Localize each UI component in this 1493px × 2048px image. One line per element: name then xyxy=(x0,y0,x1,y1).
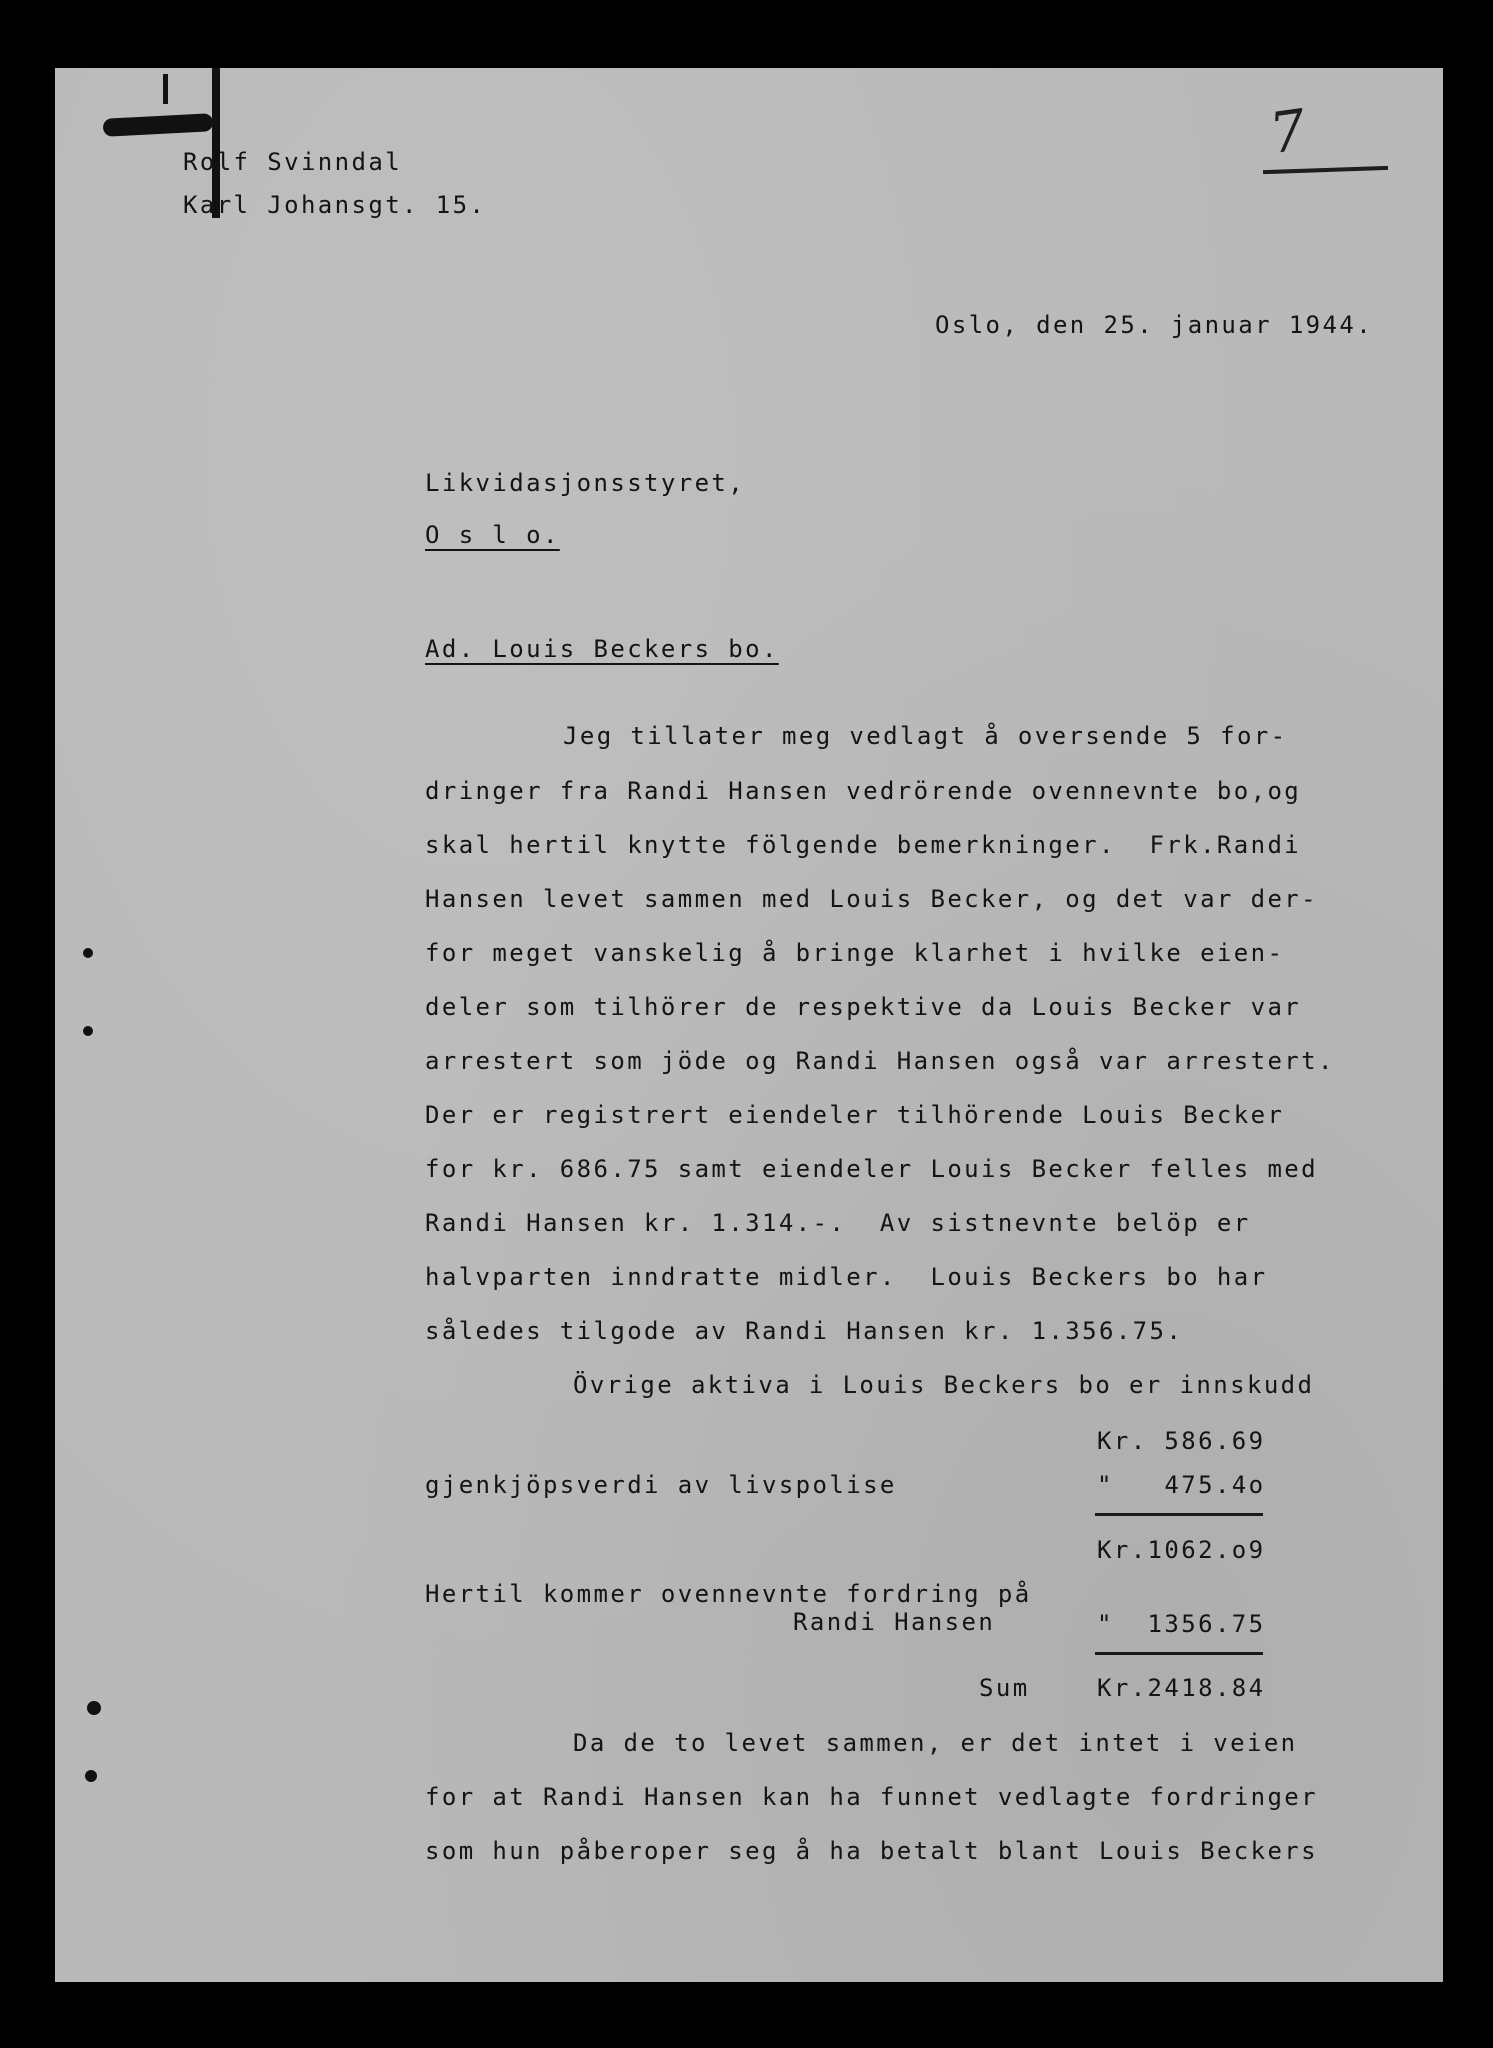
body-line: Hansen levet sammen med Louis Becker, og det var der- xyxy=(425,885,1319,913)
staple-mark xyxy=(103,113,214,137)
ledger-sum-amount: Kr.2418.84 xyxy=(1097,1674,1266,1702)
staple-mark-small xyxy=(163,74,168,104)
ledger-rule xyxy=(1095,1652,1263,1655)
ledger-policy-amount: " 475.4o xyxy=(1097,1471,1266,1499)
body-line: Da de to levet sammen, er det intet i veien xyxy=(573,1729,1298,1757)
ledger-subtotal: Kr.1062.o9 xyxy=(1097,1536,1266,1564)
body-line: for kr. 686.75 samt eiendeler Louis Becker felles med xyxy=(425,1155,1319,1183)
body-line: således tilgode av Randi Hansen kr. 1.356.75. xyxy=(425,1317,1184,1345)
recipient-city: O s l o. xyxy=(425,521,560,549)
ledger-claim-amount: " 1356.75 xyxy=(1097,1610,1266,1638)
folio-number: 7 xyxy=(1265,97,1310,168)
body-line: for meget vanskelig å bringe klarhet i hvilke eien- xyxy=(425,939,1285,967)
punch-mark xyxy=(83,1026,93,1036)
body-line: Randi Hansen kr. 1.314.-. Av sistnevnte belöp er xyxy=(425,1209,1251,1237)
ledger-claim-label-cont: Randi Hansen xyxy=(793,1608,996,1636)
body-line: skal hertil knytte fölgende bemerkninger. Frk.Randi xyxy=(425,831,1302,859)
ledger-rule xyxy=(1095,1513,1263,1516)
body-line: Jeg tillater meg vedlagt å oversende 5 for- xyxy=(563,722,1288,750)
body-line: for at Randi Hansen kan ha funnet vedlagte fordringer xyxy=(425,1783,1319,1811)
ledger-claim-label: Hertil kommer ovennevnte fordring på xyxy=(425,1580,1032,1608)
ledger-policy-label: gjenkjöpsverdi av livspolise xyxy=(425,1471,897,1499)
punch-mark xyxy=(87,1701,101,1715)
body-line: dringer fra Randi Hansen vedrörende ovennevnte bo,og xyxy=(425,777,1302,805)
document-page xyxy=(55,68,1443,1982)
ledger-deposit-amount: Kr. 586.69 xyxy=(1097,1427,1266,1455)
subject-line: Ad. Louis Beckers bo. xyxy=(425,635,779,663)
body-line: deler som tilhörer de respektive da Louis Becker var xyxy=(425,993,1302,1021)
sender-address: Karl Johansgt. 15. xyxy=(183,191,487,219)
sender-name: Rolf Svinndal xyxy=(183,148,403,176)
recipient-name: Likvidasjonsstyret, xyxy=(425,469,746,497)
folio-underline xyxy=(1263,166,1388,174)
body-line: Der er registrert eiendeler tilhörende Louis Becker xyxy=(425,1101,1285,1129)
dateline: Oslo, den 25. januar 1944. xyxy=(935,311,1374,339)
ledger-sum-label: Sum xyxy=(979,1674,1030,1702)
body-line: Övrige aktiva i Louis Beckers bo er innskudd xyxy=(573,1371,1315,1399)
punch-mark xyxy=(83,948,93,958)
punch-mark xyxy=(85,1770,97,1782)
body-line: halvparten inndratte midler. Louis Beckers bo har xyxy=(425,1263,1268,1291)
body-line: arrestert som jöde og Randi Hansen også var arrestert. xyxy=(425,1047,1335,1075)
body-line: som hun påberoper seg å ha betalt blant Louis Beckers xyxy=(425,1837,1319,1865)
